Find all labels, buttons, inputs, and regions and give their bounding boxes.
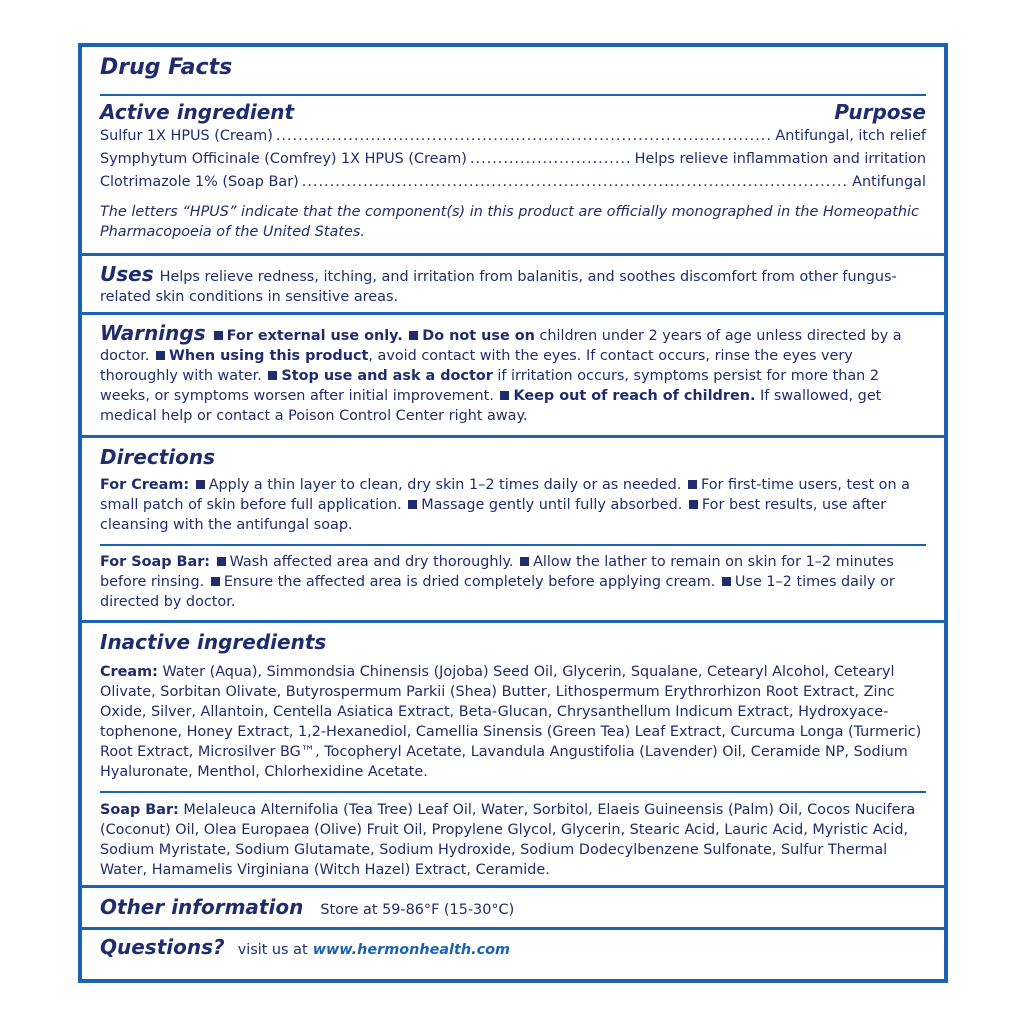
bullet-square-icon xyxy=(217,557,226,566)
questions-text: visit us at xyxy=(237,942,308,958)
active-ingredient-heading: Active ingredient xyxy=(100,100,295,124)
soap-bar-label: Soap Bar: xyxy=(100,802,179,818)
inactive-cream: Cream: Water (Aqua), Simmondsia Chinensis (Jojoba) Seed Oil, Glycerin, Squalane, Cetearyl Alcohol, Cetearyl Olivate, Sorbitan Olivate, Butyrospermum Parkii (Shea) Butter, Lithospermum Erythrorhizon Root Extract, Zinc Oxide, Silver, Allantoin, Centella Asiatica Extract, Beta-Glucan, Chrysanthellum Indicum Extract, Hydroxyace-tophenone, Honey Extract, 1,2-Hexanediol, Camellia Sinensis (Green Tea) Leaf Extract, Curcuma Longa (Turmeric) Root Extract, Microsilver BG™, Tocopheryl Acetate, Lavandula Angustifolia (Lavender) Oil, Ceramide NP, Sodium Hyaluronate, Menthol, Chlorhexidine Acetate. xyxy=(100,664,922,780)
cream-label: Cream: xyxy=(100,664,158,680)
bullet-square-icon xyxy=(722,577,731,586)
bullet-square-icon xyxy=(688,480,697,489)
hpus-note: The letters “HPUS” indicate that the component(s) in this product are officially monographed in the Homeopathic Pharmacopoeia of the United States. xyxy=(100,204,919,240)
inactive-ingredients-section xyxy=(82,630,944,782)
section-divider xyxy=(82,620,944,623)
subsection-divider xyxy=(100,791,926,793)
warnings-heading: Warnings xyxy=(100,321,206,345)
bullet-square-icon xyxy=(409,331,418,340)
section-divider xyxy=(82,253,944,256)
directions-section xyxy=(82,445,944,535)
bullet-square-icon xyxy=(156,351,165,360)
active-ingredient-row: Symphytum Officinale (Comfrey) 1X HPUS (Cream) ..... Helps relieve inflammation and irritation xyxy=(100,149,926,169)
cream-label: For Cream: xyxy=(100,477,190,493)
section-divider xyxy=(82,312,944,315)
bullet-square-icon xyxy=(196,480,205,489)
section-divider xyxy=(82,885,944,888)
inactive-ingredients-heading: Inactive ingredients xyxy=(100,630,327,654)
uses-section xyxy=(82,264,944,307)
directions-heading: Directions xyxy=(100,445,216,469)
section-divider xyxy=(82,927,944,930)
bullet-square-icon xyxy=(211,577,220,586)
drug-facts-panel xyxy=(78,43,948,983)
directions-soap: For Soap Bar: Wash affected area and dry thoroughly. Allow the lather to remain on skin for 1–2 minutes before rinsing. Ensure the affected area is dried completely before applying cream. Use 1–2 times daily or directed by doctor. xyxy=(100,554,895,610)
uses-text: Helps relieve redness, itching, and irritation from balanitis, and soothes discomfort from other fungus-related skin conditions in sensitive areas. xyxy=(100,269,897,305)
other-information-section xyxy=(82,895,944,920)
bullet-square-icon xyxy=(500,391,509,400)
other-information-heading: Other information xyxy=(100,895,304,919)
uses-heading: Uses xyxy=(100,262,154,286)
purpose-heading: Purpose xyxy=(834,100,926,124)
active-ingredient-row: Sulfur 1X HPUS (Cream) ..... Antifungal, itch relief xyxy=(100,126,926,146)
questions-heading: Questions? xyxy=(100,935,225,959)
active-ingredient-row: Clotrimazole 1% (Soap Bar) ..... Antifungal xyxy=(100,172,926,192)
bullet-square-icon xyxy=(408,500,417,509)
website-link[interactable]: www.hermonhealth.com xyxy=(312,942,510,958)
soap-bar-label: For Soap Bar: xyxy=(100,554,211,570)
subsection-divider xyxy=(100,544,926,546)
drug-facts-title: Drug Facts xyxy=(100,55,233,80)
questions-section xyxy=(82,935,944,960)
bullet-square-icon xyxy=(689,500,698,509)
warnings-section: Warnings For external use only. Do not use on children under 2 years of age unless directed by a doctor. When using this product, avoid contact with the eyes. If contact occurs, rinse the eyes very thoroughly with water. Stop use and ask a doctor if irritation occurs, symptoms persist for more than 2 weeks, or symptoms worsen after initial improvement. Keep out of reach of children. If swallowed, get medical help or contact a Poison Control Center right away. xyxy=(100,321,902,424)
bullet-square-icon xyxy=(268,371,277,380)
title-underline xyxy=(100,94,926,96)
section-divider xyxy=(82,435,944,438)
drug-facts-header xyxy=(82,55,944,80)
inactive-soap-bar: Soap Bar: Melaleuca Alternifolia (Tea Tree) Leaf Oil, Water, Sorbitol, Elaeis Guineensis (Palm) Oil, Cocos Nucifera (Coconut) Oil, Olea Europaea (Olive) Fruit Oil, Propylene Glycol, Glycerin, Stearic Acid, Lauric Acid, Myristic Acid, Sodium Myristate, Sodium Glutamate, Sodium Hydroxide, Sodium Dodecylbenzene Sulfonate, Sulfur Thermal Water, Hamamelis Virginiana (Witch Hazel) Extract, Ceramide. xyxy=(100,802,916,878)
directions-cream: For Cream: Apply a thin layer to clean, dry skin 1–2 times daily or as needed. For first-time users, test on a small patch of skin before full application. Massage gently until fully absorbed. For best results, use after cleansing with the antifungal soap. xyxy=(100,477,910,533)
bullet-square-icon xyxy=(214,331,223,340)
active-ingredient-section xyxy=(82,100,944,242)
storage-text: Store at 59-86°F (15-30°C) xyxy=(320,902,515,918)
bullet-square-icon xyxy=(520,557,529,566)
